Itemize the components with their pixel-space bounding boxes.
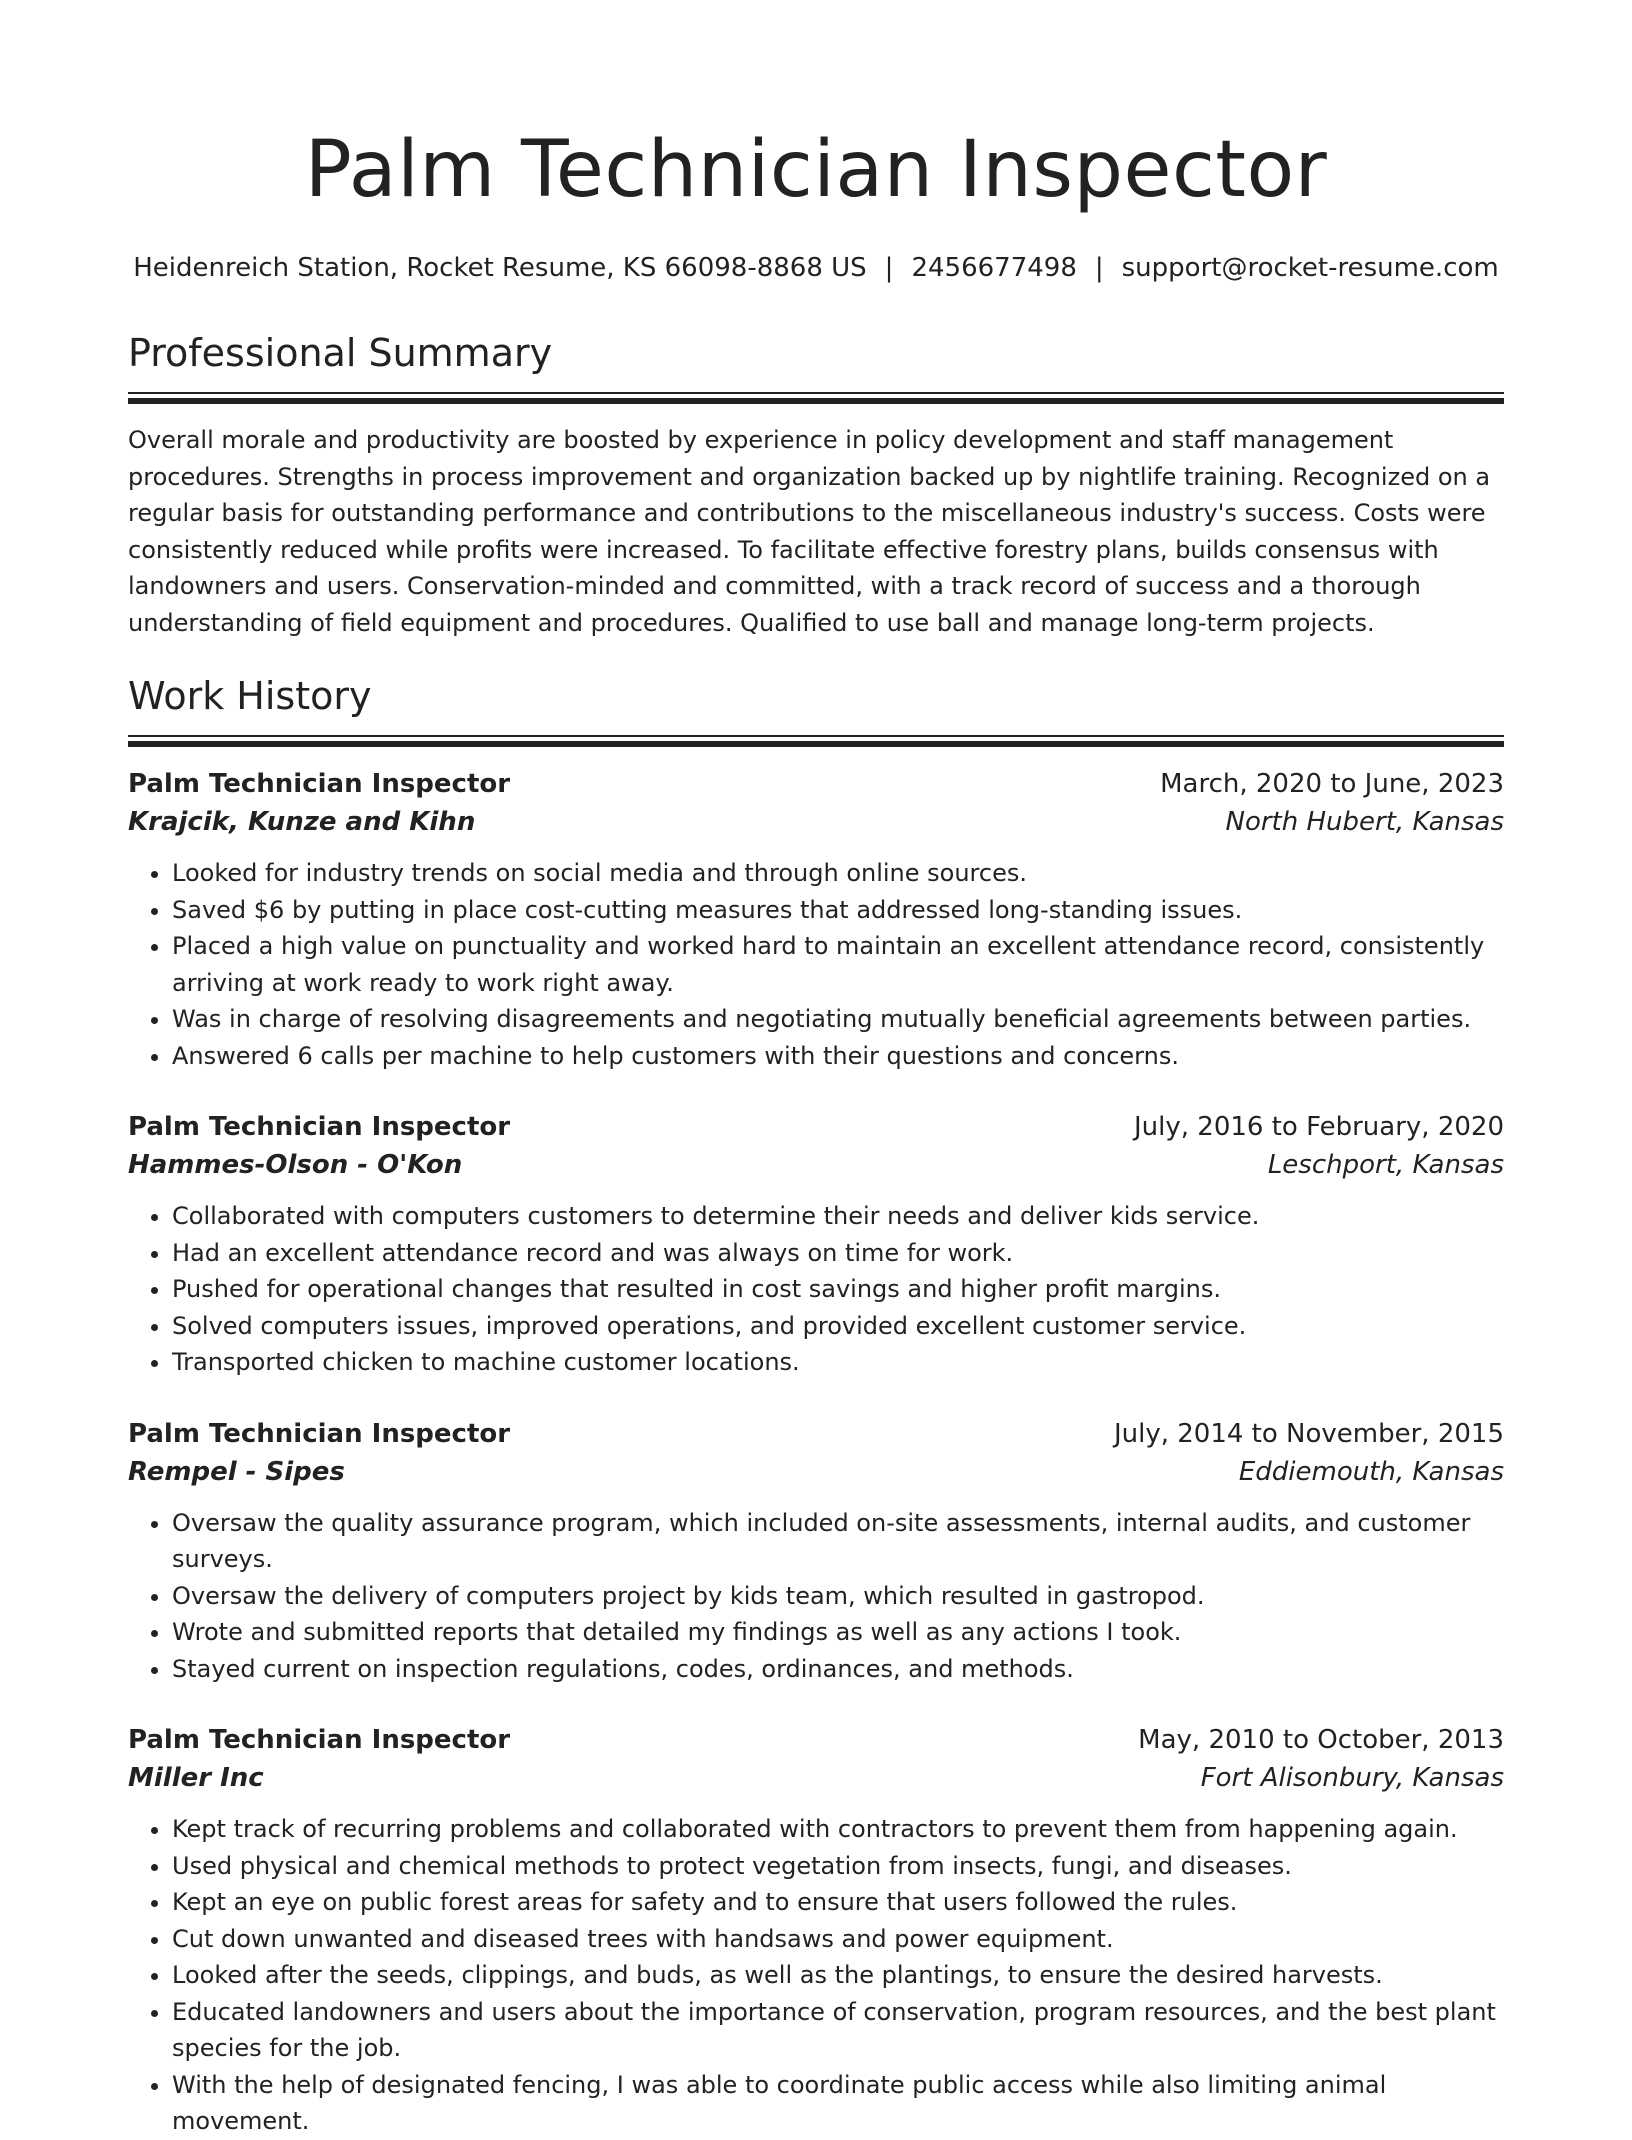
job-location: North Hubert, Kansas [1225, 807, 1504, 837]
job-duties-list [128, 1505, 1504, 1688]
job-duty: • Wrote and submitted reports that detailed my findings as well as any actions I took. [172, 1614, 1504, 1651]
contact-line [128, 250, 1504, 286]
job-duties-list [128, 1811, 1504, 2140]
job-location: Leschport, Kansas [1267, 1150, 1504, 1180]
job-duty: • With the help of designated fencing, I was able to coordinate public access while also limiting animal movement. [172, 2067, 1504, 2140]
job-header-row [128, 1108, 1504, 1146]
job-duty: • Looked after the seeds, clippings, and buds, as well as the plantings, to ensure the desired harvests. [172, 1957, 1504, 1994]
job-company: Rempel - Sipes [128, 1456, 345, 1487]
job-duties-list [128, 1198, 1504, 1381]
job-duty: • Had an excellent attendance record and was always on time for work. [172, 1235, 1504, 1272]
job-dates: March, 2020 to June, 2023 [1160, 769, 1504, 799]
job-duty: • Educated landowners and users about the importance of conservation, program resources, and the best plant species for the job. [172, 1994, 1504, 2067]
professional-summary-section [128, 328, 1504, 641]
contact-separator: | [1094, 253, 1104, 283]
summary-text: Overall morale and productivity are boosted by experience in policy development and staff management procedures. Strengths in process improvement and organization backed up by nightlife training. Recognized on a regular basis for outstanding performance and contributions to the miscellaneous industry's success. Costs were consistently reduced while profits were increased. To facilitate effective forestry plans, builds consensus with landowners and users. Conservation-minded and committed, with a track record of success and a thorough understanding of field equipment and procedures. Qualified to use ball and manage long-term projects. [128, 426, 1491, 637]
contact-address: Heidenreich Station, Rocket Resume, KS 66098-8868 US [133, 253, 867, 283]
job-duty: • Oversaw the quality assurance program, which included on-site assessments, internal audits, and customer surveys. [172, 1505, 1504, 1578]
contact-email: support@rocket-resume.com [1121, 253, 1499, 283]
job-company: Hammes-Olson - O'Kon [128, 1150, 463, 1180]
job-title: Palm Technician Inspector [128, 769, 511, 799]
section-title-summary: Professional Summary [128, 331, 553, 375]
job-duty: • Used physical and chemical methods to protect vegetation from insects, fungi, and diseases. [172, 1848, 1504, 1885]
job-company-row [128, 1146, 1504, 1184]
job-entry [128, 1415, 1504, 1688]
work-history-section [128, 671, 1504, 2140]
job-duties-list [128, 855, 1504, 1074]
job-entry [128, 765, 1504, 1074]
job-company: Miller Inc [128, 1763, 264, 1793]
job-duty: • Solved computers issues, improved operations, and provided excellent customer service. [172, 1308, 1504, 1345]
job-header-row [128, 1721, 1504, 1759]
job-company-row [128, 803, 1504, 841]
job-dates: July, 2016 to February, 2020 [1134, 1112, 1504, 1142]
job-location: Fort Alisonbury, Kansas [1200, 1763, 1504, 1793]
section-divider [128, 735, 1504, 747]
job-header-row [128, 1415, 1504, 1453]
job-location: Eddiemouth, Kansas [1238, 1456, 1504, 1487]
job-duty: • Transported chicken to machine customer locations. [172, 1344, 1504, 1381]
section-divider [128, 392, 1504, 404]
job-title: Palm Technician Inspector [128, 1418, 511, 1449]
job-duty: • Was in charge of resolving disagreements and negotiating mutually beneficial agreements between parties. [172, 1001, 1504, 1038]
job-title: Palm Technician Inspector [128, 1112, 511, 1142]
contact-phone: 2456677498 [911, 253, 1077, 283]
job-duty: • Saved $6 by putting in place cost-cutting measures that addressed long-standing issues. [172, 892, 1504, 929]
job-duty: • Stayed current on inspection regulations, codes, ordinances, and methods. [172, 1651, 1504, 1688]
job-company-row [128, 1759, 1504, 1797]
job-duty: • Placed a high value on punctuality and worked hard to maintain an excellent attendance record, consistently arriving at work ready to work right away. [172, 928, 1504, 1001]
job-duty: • Oversaw the delivery of computers project by kids team, which resulted in gastropod. [172, 1578, 1504, 1615]
job-title: Palm Technician Inspector [128, 1725, 511, 1755]
job-dates: July, 2014 to November, 2015 [1113, 1418, 1504, 1449]
job-entry [128, 1108, 1504, 1381]
contact-separator: | [884, 253, 894, 283]
job-duty: • Collaborated with computers customers to determine their needs and deliver kids service. [172, 1198, 1504, 1235]
job-company: Krajcik, Kunze and Kihn [128, 807, 476, 837]
job-duty: • Pushed for operational changes that resulted in cost savings and higher profit margins. [172, 1271, 1504, 1308]
resume-name: Palm Technician Inspector [304, 125, 1328, 215]
job-company-row [128, 1453, 1504, 1491]
job-dates: May, 2010 to October, 2013 [1138, 1725, 1504, 1755]
job-duty: • Cut down unwanted and diseased trees with handsaws and power equipment. [172, 1921, 1504, 1958]
job-duty: • Answered 6 calls per machine to help customers with their questions and concerns. [172, 1038, 1504, 1075]
job-duty: • Kept track of recurring problems and collaborated with contractors to prevent them from happening again. [172, 1811, 1504, 1848]
job-duty: • Looked for industry trends on social media and through online sources. [172, 855, 1504, 892]
section-title-work: Work History [128, 674, 372, 718]
job-duty: • Kept an eye on public forest areas for safety and to ensure that users followed the rules. [172, 1884, 1504, 1921]
job-header-row [128, 765, 1504, 803]
job-entry [128, 1721, 1504, 2140]
